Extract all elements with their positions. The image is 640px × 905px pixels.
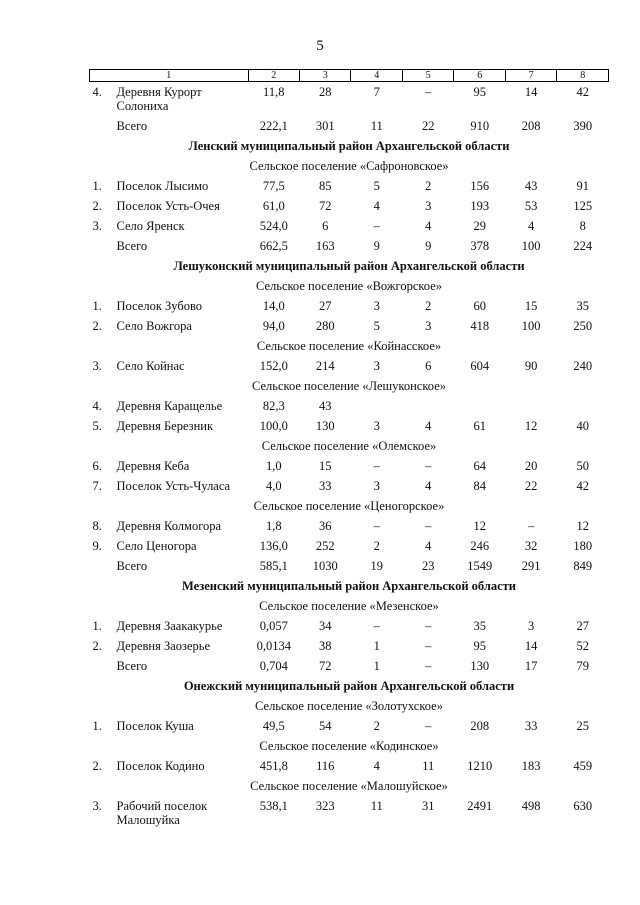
row-index: 1. (92, 299, 102, 313)
row-index: 2. (92, 199, 102, 213)
locality-cell (90, 536, 249, 556)
value-cell: 82,3 (262, 399, 285, 413)
locality-name: Поселок Зубово (116, 299, 203, 313)
value-cell: 291 (521, 559, 541, 573)
locality-cell (90, 236, 249, 256)
page-number: 5 (316, 38, 324, 54)
district-heading: Ленский муниципальный район Архангельской области (188, 139, 510, 153)
table-row (90, 796, 609, 830)
value-cell: 4 (425, 419, 432, 433)
settlement-heading: Сельское поселение «Койнасское» (256, 339, 442, 353)
value-cell: 19 (370, 559, 383, 573)
table-row (90, 196, 609, 216)
table-row (90, 356, 609, 376)
value-cell: 14 (524, 85, 538, 99)
settlement-heading-row (90, 276, 609, 296)
value-cell: 0,0134 (256, 639, 291, 653)
settlement-heading: Сельское поселение «Кодинское» (259, 739, 439, 753)
row-index: 2. (92, 759, 102, 773)
value-cell: 3 (425, 319, 432, 333)
value-cell: 183 (521, 759, 541, 773)
locality-cell (90, 656, 249, 676)
value-cell: 35 (576, 299, 589, 313)
locality-name: Поселок Лысимо (116, 179, 209, 193)
locality-name: Село Яренск (116, 219, 185, 233)
row-index: 6. (92, 459, 102, 473)
locality-name: Деревня Колмогора (116, 519, 222, 533)
locality-name: Деревня Заакакурье (116, 619, 223, 633)
value-cell: 524,0 (259, 219, 288, 233)
value-cell: 378 (470, 239, 490, 253)
value-cell: 116 (316, 759, 335, 773)
value-cell: 3 (373, 479, 380, 493)
value-cell: 42 (576, 85, 589, 99)
value-cell: 9 (373, 239, 380, 253)
value-cell: – (373, 459, 380, 473)
locality-cell (90, 196, 249, 216)
value-cell: – (425, 719, 432, 733)
row-index: 9. (92, 539, 102, 553)
value-cell: 0,704 (259, 659, 288, 673)
value-cell: 538,1 (259, 799, 288, 813)
locality-cell (90, 476, 249, 496)
value-cell: – (373, 519, 380, 533)
value-cell: 11 (370, 799, 383, 813)
value-cell: 7 (373, 85, 380, 99)
value-cell: 280 (315, 319, 335, 333)
value-cell: 498 (521, 799, 541, 813)
value-cell: – (528, 519, 535, 533)
locality-name: Село Вожгора (116, 319, 192, 333)
value-cell: 9 (425, 239, 432, 253)
settlement-heading: Сельское поселение «Золотухское» (255, 699, 443, 713)
column-number-header: 4 (351, 70, 402, 82)
value-cell: 163 (315, 239, 335, 253)
row-index: 1. (92, 619, 102, 633)
table-row (90, 216, 609, 236)
locality-name: Всего (116, 119, 148, 133)
value-cell: 5 (373, 179, 380, 193)
row-index: 2. (92, 319, 102, 333)
row-index: 4. (92, 85, 102, 99)
value-cell: 130 (315, 419, 335, 433)
settlement-heading: Сельское поселение «Сафроновское» (249, 159, 449, 173)
value-cell: 61 (473, 419, 486, 433)
row-index: 3. (92, 219, 102, 233)
settlement-heading-row (90, 696, 609, 716)
district-heading: Мезенский муниципальный район Архангельской области (182, 579, 516, 593)
value-cell: 38 (318, 639, 332, 653)
locality-cell (90, 456, 249, 476)
value-cell: 11 (422, 759, 435, 773)
settlement-heading-row (90, 496, 609, 516)
settlement-heading: Сельское поселение «Олемское» (261, 439, 437, 453)
value-cell: 193 (470, 199, 490, 213)
table-row (90, 296, 609, 316)
value-cell: 252 (315, 539, 335, 553)
value-cell: 4 (425, 479, 432, 493)
locality-cell (90, 616, 249, 636)
locality-cell (90, 396, 249, 416)
value-cell: – (425, 659, 432, 673)
row-index: 1. (92, 179, 102, 193)
value-cell: 27 (318, 299, 332, 313)
locality-name: Деревня Березник (116, 419, 214, 433)
locality-name: Деревня Кеба (116, 459, 190, 473)
table-row (90, 82, 609, 117)
value-cell: 451,8 (259, 759, 288, 773)
settlement-heading: Сельское поселение «Мезенское» (259, 599, 439, 613)
value-cell: 17 (524, 659, 538, 673)
locality-cell (90, 82, 249, 117)
table-row (90, 636, 609, 656)
settlement-heading-row (90, 436, 609, 456)
column-number-header: 7 (505, 70, 556, 82)
value-cell: 100 (521, 239, 541, 253)
value-cell: 630 (573, 799, 593, 813)
row-index: 2. (92, 639, 102, 653)
table-row (90, 556, 609, 576)
locality-name: Деревня Каращелье (116, 399, 223, 413)
value-cell: 152,0 (259, 359, 288, 373)
value-cell: – (373, 619, 380, 633)
value-cell: 52 (576, 639, 589, 653)
value-cell: 3 (528, 619, 535, 633)
settlement-heading-row (90, 336, 609, 356)
district-heading: Лешуконский муниципальный район Архангельской области (173, 259, 525, 273)
value-cell: 35 (473, 619, 486, 633)
value-cell: 14 (524, 639, 538, 653)
value-cell: 2 (425, 179, 432, 193)
value-cell: 301 (315, 119, 335, 133)
value-cell: 50 (576, 459, 589, 473)
value-cell (402, 396, 453, 416)
value-cell: – (425, 519, 432, 533)
value-cell: 100 (521, 319, 541, 333)
locality-cell (90, 296, 249, 316)
value-cell: 910 (470, 119, 490, 133)
value-cell: 4 (425, 539, 432, 553)
value-cell: 31 (421, 799, 435, 813)
value-cell: 585,1 (259, 559, 288, 573)
value-cell: 390 (573, 119, 593, 133)
value-cell: – (425, 639, 432, 653)
value-cell: 27 (576, 619, 589, 633)
value-cell: 2 (373, 719, 380, 733)
value-cell (351, 396, 402, 416)
value-cell: 208 (470, 719, 490, 733)
value-cell: 214 (315, 359, 335, 373)
value-cell: – (425, 85, 432, 99)
column-number-header: 8 (557, 70, 609, 82)
value-cell: 224 (573, 239, 593, 253)
value-cell: 6 (322, 219, 329, 233)
value-cell: 4,0 (265, 479, 282, 493)
value-cell: 84 (473, 479, 486, 493)
value-cell: 72 (318, 199, 332, 213)
locality-name: Поселок Усть-Чуласа (116, 479, 231, 493)
value-cell: 64 (473, 459, 486, 473)
value-cell: 100,0 (259, 419, 288, 433)
value-cell: 33 (318, 479, 332, 493)
value-cell: 3 (373, 419, 380, 433)
value-cell: 61,0 (262, 199, 285, 213)
value-cell: 6 (425, 359, 432, 373)
table-row (90, 656, 609, 676)
district-heading-row (90, 676, 609, 696)
district-heading-row (90, 576, 609, 596)
value-cell: 94,0 (262, 319, 285, 333)
value-cell: – (425, 459, 432, 473)
locality-cell (90, 756, 249, 776)
row-index: 3. (92, 799, 102, 813)
value-cell: 77,5 (262, 179, 285, 193)
table-row (90, 516, 609, 536)
value-cell: 3 (425, 199, 432, 213)
value-cell: 22 (524, 479, 538, 493)
locality-cell (90, 176, 249, 196)
value-cell: 25 (576, 719, 589, 733)
value-cell: 60 (473, 299, 486, 313)
value-cell: 1 (373, 639, 380, 653)
settlement-heading-row (90, 156, 609, 176)
table-row (90, 396, 609, 416)
value-cell: 4 (373, 199, 380, 213)
value-cell: 72 (318, 659, 332, 673)
value-cell: 240 (573, 359, 593, 373)
value-cell: 11 (370, 119, 383, 133)
value-cell: 1030 (312, 559, 338, 573)
table-body (90, 82, 609, 831)
value-cell: 23 (421, 559, 435, 573)
table-row (90, 236, 609, 256)
value-cell: 5 (373, 319, 380, 333)
locality-name: Село Койнас (116, 359, 185, 373)
value-cell: 40 (576, 419, 589, 433)
locality-name: Деревня Курорт Солониха (116, 85, 202, 113)
value-cell: 222,1 (259, 119, 288, 133)
value-cell: 3 (373, 299, 380, 313)
district-heading-row (90, 136, 609, 156)
value-cell: 32 (524, 539, 538, 553)
table-row (90, 416, 609, 436)
value-cell: 4 (425, 219, 432, 233)
value-cell: 3 (373, 359, 380, 373)
value-cell: 15 (524, 299, 538, 313)
value-cell: 2 (425, 299, 432, 313)
locality-cell (90, 356, 249, 376)
district-heading-row (90, 256, 609, 276)
value-cell: 43 (318, 399, 332, 413)
locality-cell (90, 796, 249, 830)
table-row (90, 456, 609, 476)
row-index: 3. (92, 359, 102, 373)
value-cell: 459 (573, 759, 593, 773)
value-cell: 604 (470, 359, 490, 373)
table-row (90, 616, 609, 636)
locality-name: Поселок Куша (116, 719, 194, 733)
row-index: 4. (92, 399, 102, 413)
locality-cell (90, 416, 249, 436)
settlement-heading-row (90, 736, 609, 756)
value-cell: 15 (318, 459, 332, 473)
column-number-header: 5 (402, 70, 453, 82)
value-cell: 208 (521, 119, 541, 133)
table-row (90, 116, 609, 136)
table-row (90, 176, 609, 196)
locality-name: Всего (116, 239, 148, 253)
locality-cell (90, 636, 249, 656)
settlements-table (89, 69, 609, 830)
value-cell: 49,5 (262, 719, 285, 733)
value-cell: 36 (318, 519, 332, 533)
value-cell: 22 (421, 119, 435, 133)
value-cell: 2 (373, 539, 380, 553)
value-cell: 130 (470, 659, 490, 673)
value-cell: 1 (373, 659, 380, 673)
table-row (90, 316, 609, 336)
value-cell: 12 (473, 519, 486, 533)
value-cell: 54 (318, 719, 332, 733)
value-cell: 8 (579, 219, 586, 233)
settlement-heading: Сельское поселение «Малошуйское» (250, 779, 448, 793)
value-cell: 418 (470, 319, 490, 333)
value-cell: 1549 (467, 559, 493, 573)
value-cell: 246 (470, 539, 490, 553)
settlement-heading-row (90, 776, 609, 796)
settlement-heading-row (90, 376, 609, 396)
value-cell: 33 (524, 719, 538, 733)
value-cell: 90 (524, 359, 538, 373)
value-cell: 43 (524, 179, 538, 193)
column-number-header: 1 (90, 70, 249, 82)
value-cell: 20 (524, 459, 538, 473)
value-cell: 53 (524, 199, 538, 213)
value-cell: 11,8 (263, 85, 285, 99)
locality-cell (90, 316, 249, 336)
locality-cell (90, 516, 249, 536)
locality-cell (90, 216, 249, 236)
value-cell: 42 (576, 479, 589, 493)
table-row (90, 756, 609, 776)
value-cell (454, 396, 505, 416)
row-index: 7. (92, 479, 102, 493)
row-index: 8. (92, 519, 102, 533)
value-cell: 2491 (467, 799, 493, 813)
value-cell (557, 396, 609, 416)
locality-name: Всего (116, 559, 148, 573)
locality-cell (90, 556, 249, 576)
value-cell: 1,8 (265, 519, 282, 533)
district-heading: Онежский муниципальный район Архангельской области (183, 679, 515, 693)
locality-name: Рабочий поселок Малошуйка (116, 799, 208, 827)
value-cell: 14,0 (262, 299, 285, 313)
value-cell: 250 (573, 319, 593, 333)
value-cell: – (373, 219, 380, 233)
value-cell: 4 (373, 759, 380, 773)
value-cell: 156 (470, 179, 490, 193)
locality-name: Всего (116, 659, 148, 673)
value-cell: 136,0 (259, 539, 288, 553)
locality-cell (90, 716, 249, 736)
value-cell: 95 (473, 639, 486, 653)
value-cell: 91 (576, 179, 589, 193)
value-cell: 29 (473, 219, 486, 233)
locality-name: Деревня Заозерье (116, 639, 211, 653)
row-index: 5. (92, 419, 102, 433)
value-cell: 4 (528, 219, 535, 233)
column-number-header-row (90, 70, 609, 82)
value-cell: 12 (524, 419, 538, 433)
value-cell: 79 (576, 659, 589, 673)
table-row (90, 536, 609, 556)
value-cell: 28 (318, 85, 332, 99)
value-cell: 12 (576, 519, 589, 533)
table-row (90, 716, 609, 736)
value-cell: – (425, 619, 432, 633)
value-cell: 662,5 (259, 239, 288, 253)
column-number-header: 2 (248, 70, 299, 82)
value-cell: 0,057 (259, 619, 288, 633)
settlement-heading: Сельское поселение «Ценогорское» (253, 499, 445, 513)
value-cell: 125 (573, 199, 593, 213)
value-cell: 34 (318, 619, 332, 633)
locality-name: Село Ценогора (116, 539, 197, 553)
value-cell: 1,0 (265, 459, 282, 473)
row-index: 1. (92, 719, 102, 733)
value-cell: 85 (318, 179, 332, 193)
locality-name: Поселок Усть-Очея (116, 199, 220, 213)
table-row (90, 476, 609, 496)
locality-name: Поселок Кодино (116, 759, 205, 773)
value-cell (505, 396, 556, 416)
value-cell: 1210 (467, 759, 493, 773)
column-number-header: 3 (300, 70, 351, 82)
locality-cell (90, 116, 249, 136)
value-cell: 180 (573, 539, 593, 553)
column-number-header: 6 (454, 70, 505, 82)
settlement-heading-row (90, 596, 609, 616)
value-cell: 323 (315, 799, 335, 813)
value-cell: 849 (573, 559, 593, 573)
settlement-heading: Сельское поселение «Вожгорское» (255, 279, 443, 293)
settlement-heading: Сельское поселение «Лешуконское» (251, 379, 446, 393)
value-cell: 95 (473, 85, 486, 99)
